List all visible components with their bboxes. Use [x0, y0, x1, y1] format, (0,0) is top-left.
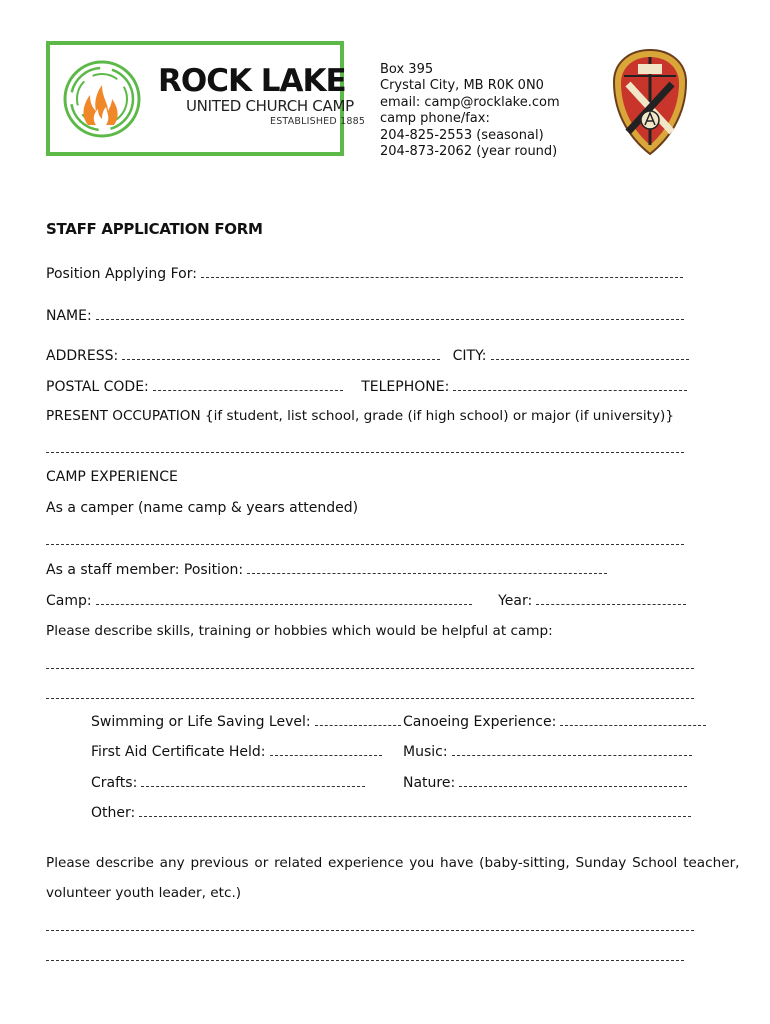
swimming-input[interactable] — [315, 712, 401, 726]
other-input[interactable] — [139, 803, 691, 817]
camp-logo — [46, 41, 366, 156]
position-row — [46, 264, 683, 283]
form-title: STAFF APPLICATION FORM — [46, 220, 263, 238]
email-line: email: camp@rocklake.com — [380, 94, 560, 110]
name-label: NAME: — [46, 308, 92, 324]
nature-input[interactable] — [459, 773, 687, 787]
camper-label: As a camper (name camp & years attended) — [46, 500, 359, 516]
phone-seasonal: 204-825-2553 (seasonal) — [380, 127, 544, 143]
other-label: Other: — [91, 805, 136, 821]
address-row — [46, 346, 689, 365]
year-label: Year: — [498, 593, 533, 609]
skills-input-1[interactable] — [46, 668, 694, 669]
music-label: Music: — [403, 744, 448, 760]
swimming-row — [91, 712, 401, 731]
crafts-label: Crafts: — [91, 775, 138, 791]
camp-label: Camp: — [46, 593, 92, 609]
address-line: Crystal City, MB R0K 0N0 — [380, 78, 544, 94]
name-input[interactable] — [96, 306, 684, 320]
camp-year-row — [46, 591, 686, 610]
canoeing-label: Canoeing Experience: — [403, 714, 557, 730]
canoeing-input[interactable] — [560, 712, 706, 726]
canoeing-row — [403, 712, 706, 731]
skills-prompt: Please describe skills, training or hobbies which would be helpful at camp: — [46, 623, 553, 639]
phone-label: camp phone/fax: — [380, 111, 490, 127]
nature-row — [403, 773, 687, 792]
staff-position-label: As a staff member: Position: — [46, 562, 244, 578]
music-input[interactable] — [452, 742, 692, 756]
staff-position-row — [46, 560, 607, 579]
city-input[interactable] — [491, 346, 689, 360]
address-label: ADDRESS: — [46, 348, 119, 364]
city-label: CITY: — [452, 348, 487, 364]
first-aid-row — [91, 742, 382, 761]
swimming-label: Swimming or Life Saving Level: — [91, 714, 311, 730]
occupation-label: PRESENT OCCUPATION {if student, list school, grade (if high school) or major (if university)} — [46, 408, 674, 424]
first-aid-label: First Aid Certificate Held: — [91, 744, 266, 760]
position-label: Position Applying For: — [46, 266, 197, 282]
occupation-input[interactable] — [46, 452, 684, 453]
united-church-crest-icon — [612, 48, 688, 156]
camp-address — [380, 62, 560, 160]
music-row — [403, 742, 692, 761]
staff-position-input[interactable] — [247, 560, 607, 574]
camp-input[interactable] — [96, 591, 472, 605]
address-line: Box 395 — [380, 62, 434, 77]
postal-row — [46, 377, 687, 396]
camp-experience-heading: CAMP EXPERIENCE — [46, 469, 178, 485]
address-input[interactable] — [122, 346, 440, 360]
experience-prompt-line-1: Please describe any previous or related experience you have (baby-sitting, Sunday School teacher, — [46, 855, 740, 871]
first-aid-input[interactable] — [270, 742, 382, 756]
logo-subtitle: UNITED CHURCH CAMP — [186, 97, 354, 115]
experience-input-2[interactable] — [46, 960, 684, 961]
phone-year-round: 204-873-2062 (year round) — [380, 143, 558, 159]
logo-title: ROCK LAKE — [158, 63, 346, 99]
telephone-label: TELEPHONE: — [361, 379, 450, 395]
position-input[interactable] — [201, 264, 683, 278]
experience-prompt-line-2: volunteer youth leader, etc.) — [46, 885, 242, 901]
year-input[interactable] — [536, 591, 686, 605]
telephone-input[interactable] — [453, 377, 687, 391]
postal-input[interactable] — [153, 377, 343, 391]
other-row — [91, 803, 691, 822]
nature-label: Nature: — [403, 775, 456, 791]
skills-input-2[interactable] — [46, 698, 694, 699]
crafts-row — [91, 773, 365, 792]
postal-label: POSTAL CODE: — [46, 379, 149, 395]
experience-input-1[interactable] — [46, 930, 694, 931]
name-row — [46, 306, 684, 325]
camper-input[interactable] — [46, 544, 684, 545]
logo-established: ESTABLISHED 1885 — [270, 116, 366, 127]
crafts-input[interactable] — [141, 773, 365, 787]
flame-icon — [62, 59, 142, 139]
